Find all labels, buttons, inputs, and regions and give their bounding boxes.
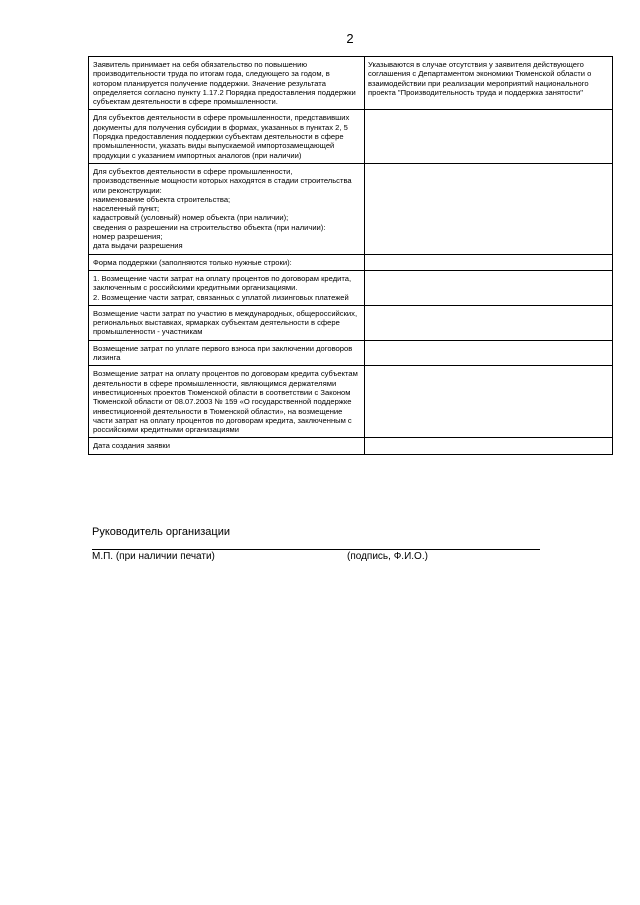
row-label-text: Для субъектов деятельности в сфере промышленности, представивших документы для получения субсидии в формах, указанных в пунктах 2, 5 Порядка предоставления поддержки субъектам деятельности в сфере промышленности, указать виды выпускаемой импортозамещающей продукции с указанием импортных аналогов (при наличии) (93, 113, 350, 160)
signature-captions (92, 551, 540, 565)
signature-line (92, 549, 540, 550)
signature-caption: (подпись, Ф.И.О.) (347, 551, 428, 562)
table-row-application-date (89, 438, 613, 454)
table-row-credit-leasing-compensation (89, 270, 613, 305)
table-row-investment-project-credit (89, 366, 613, 438)
row-label-cell (89, 110, 365, 163)
table-row-exhibition-compensation (89, 305, 613, 340)
row-label-text: 1. Возмещение части затрат на оплату процентов по договорам кредита, заключенным с российскими кредитными организациями. 2. Возмещение части затрат, связанных с уплатой лизинговых платежей (93, 273, 352, 302)
row-value-cell[interactable] (365, 270, 613, 305)
table-row-leasing-first-payment (89, 340, 613, 366)
row-label-cell (89, 438, 365, 454)
row-label-text: Возмещение затрат на оплату процентов по договорам кредита субъектам деятельности в сфере промышленности, являющимся держателями инвестиционных проектов Тюменской области в соответствии с Законом Тюменской области от 08.07.2003 № 159 «О государственной поддержке инвестиционной деятельности в Тюменской области», на возмещение части затрат на оплату процентов по договорам кредита, заключенным с российскими кредитными организациями (93, 369, 358, 435)
row-value-cell[interactable] (365, 57, 613, 110)
row-value-cell[interactable] (365, 254, 613, 270)
row-value-cell[interactable] (365, 305, 613, 340)
table-row-support-form (89, 254, 613, 270)
table-row-productivity-obligation (89, 57, 613, 110)
row-label-cell (89, 340, 365, 366)
row-label-text: Форма поддержки (заполняются только нужные строки): (93, 257, 292, 267)
manager-label: Руководитель организации (92, 526, 231, 538)
row-label-text: Дата создания заявки (93, 441, 170, 451)
row-value-cell[interactable] (365, 438, 613, 454)
row-label-text: Заявитель принимает на себя обязательство по повышению производительности труда по итогам года, следующего за годом, в котором планируется получение поддержки. Значение результата определяется согласно пункту 1.17.2 Порядка предоставления поддержки субъектам деятельности в сфере промышленности. (93, 60, 356, 107)
application-form-table (88, 56, 613, 455)
row-label-text: Возмещение части затрат по участию в международных, общероссийских, региональных выставках, ярмарках субъектам деятельности в сфере промышленности - участникам (93, 308, 358, 337)
row-value-cell[interactable] (365, 163, 613, 254)
row-label-cell (89, 57, 365, 110)
row-label-cell (89, 254, 365, 270)
row-label-cell (89, 270, 365, 305)
signature-block (92, 526, 540, 565)
row-label-cell (89, 366, 365, 438)
row-label-cell (89, 163, 365, 254)
page-number: 2 (346, 31, 354, 46)
row-value-cell[interactable] (365, 340, 613, 366)
row-label-text: Для субъектов деятельности в сфере промышленности, производственные мощности которых находятся в стадии строительства или реконструкции: наименование объекта строительства; населенный пункт; кадастровый (условный) номер объекта (при наличии); сведения о разрешении на строительство объекта (при наличии): номер разрешения; дата выдачи разрешения (93, 166, 352, 251)
row-label-text: Возмещение затрат по уплате первого взноса при заключении договоров лизинга (93, 343, 353, 363)
table-row-import-substitution (89, 110, 613, 163)
stamp-caption: М.П. (при наличии печати) (92, 551, 215, 562)
row-value-cell[interactable] (365, 110, 613, 163)
row-value-cell[interactable] (365, 366, 613, 438)
row-label-cell (89, 305, 365, 340)
table-row-construction-info (89, 163, 613, 254)
row-value-text: Указываются в случае отсутствия у заявителя действующего соглашения с Департаментом экономики Тюменской области о взаимодействии при реализации мероприятий национального проекта "Производительность труда и поддержка занятости" (368, 60, 592, 97)
